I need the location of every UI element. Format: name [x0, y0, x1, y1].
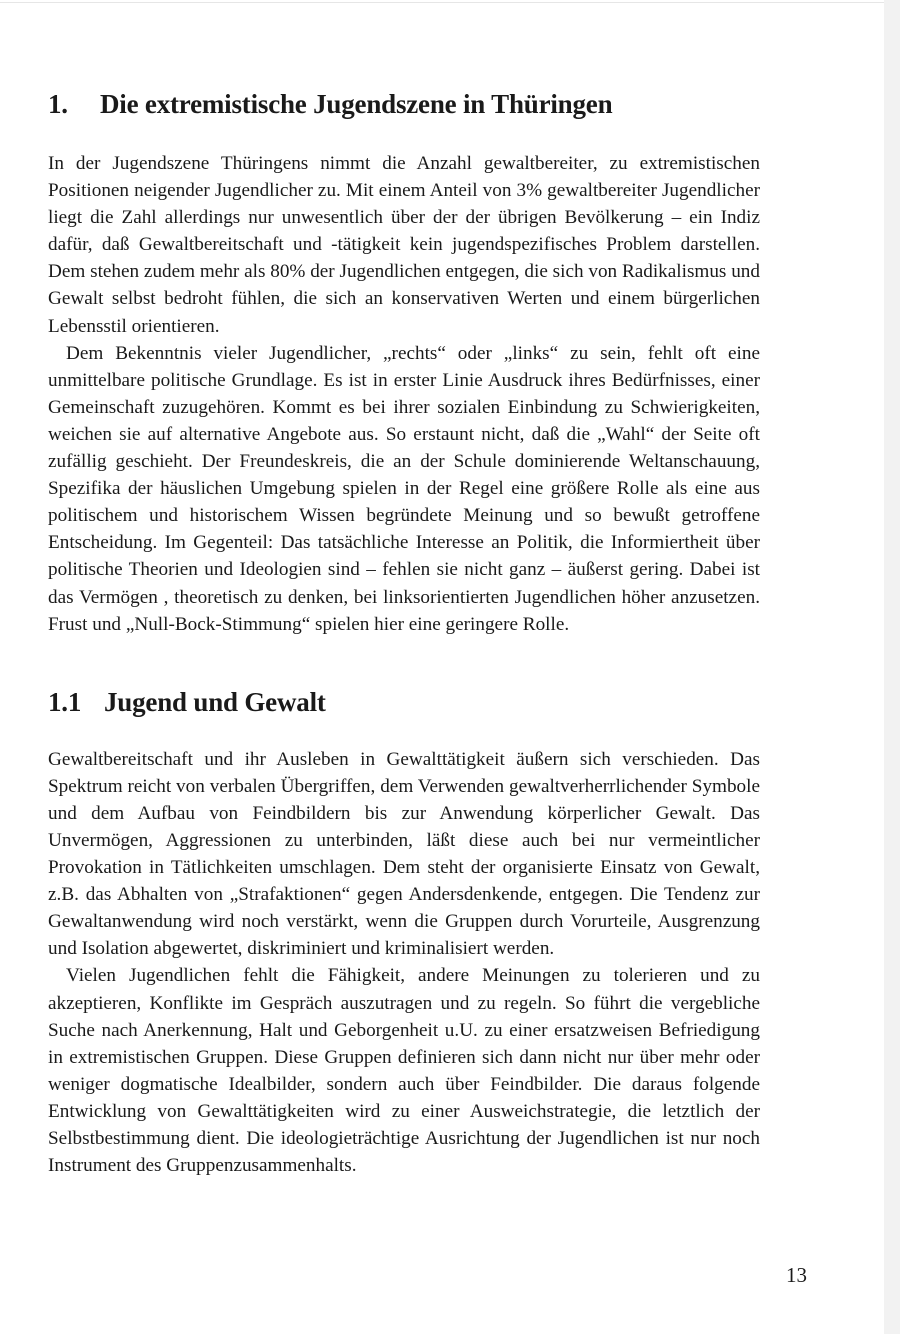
scan-right-margin	[884, 0, 900, 1334]
section-1-paragraph-1: In der Jugendszene Thüringens nimmt die Anzahl gewaltbereiter, zu extremistischen Positionen neigender Jugendlicher zu. Mit einem Anteil von 3% gewaltbereiter Jugendlicher liegt die Zahl allerdings nur unwesentlich über der der übrigen Bevölkerung – ein Indiz dafür, daß Gewaltbereitschaft und -tätigkeit kein jugendspezifisches Problem darstellen. Dem stehen zudem mehr als 80% der Jugendlichen entgegen, die sich von Radikalismus und Gewalt selbst bedroht fühlen, die sich an konservativen Werten und einem bürgerlichen Lebensstil orientieren.	[48, 153, 760, 337]
scan-top-edge	[0, 2, 884, 3]
section-title-1-1: Jugend und Gewalt	[104, 686, 326, 717]
section-2-paragraph-1: Gewaltbereitschaft und ihr Ausleben in Gewalttätigkeit äußern sich verschieden. Das Spektrum reicht von verbalen Übergriffen, dem Verwenden gewaltverherrlichender Symbole und dem Aufbau von Feindbildern bis zur Anwendung körperlicher Gewalt. Das Unvermögen, Aggressionen zu unterbinden, läßt diese auch bei nur vermeintlicher Provokation in Tätlichkeiten umschlagen. Dem steht der organisierte Einsatz von Gewalt, z.B. das Abhalten von „Strafaktionen“ gegen Andersdenkende, entgegen. Die Tendenz zur Gewaltanwendung wird noch verstärkt, wenn die Gruppen durch Vorurteile, Ausgrenzung und Isolation abgewertet, diskriminiert und kriminalisiert werden.	[48, 748, 760, 960]
section-1-paragraph-2: Dem Bekenntnis vieler Jugendlicher, „rechts“ oder „links“ zu sein, fehlt oft eine unmittelbare politische Grundlage. Es ist in erster Linie Ausdruck ihres Bedürfnisses, einer Gemeinschaft zuzugehören. Kommt es bei ihrer sozialen Einbindung zu Schwierigkeiten, weichen sie auf alternative Angebote aus. So erstaunt nicht, daß die „Wahl“ der Seite oft zufällig geschieht. Der Freundeskreis, die an der Schule dominierende Weltanschauung, Spezifika der häuslichen Umgebung spielen in der Regel eine größere Rolle als eine aus politischem und historischem Wissen begründete Meinung und so bewußt getroffene Entscheidung. Im Gegenteil: Das tatsächliche Interesse an Politik, die Informiertheit über politische Theorien und Ideologien sind – fehlen sie nicht ganz – äußerst gering. Dabei ist das Vermögen , theoretisch zu denken, bei linksorientierten Jugendlichen höher anzusetzen. Frust und „Null-Bock-Stimmung“ spielen hier eine geringere Rolle.	[48, 342, 760, 635]
section-title-1: Die extremistische Jugendszene in Thüringen	[100, 89, 613, 119]
section-heading-1-1	[48, 682, 760, 722]
page-number: 13	[786, 1263, 807, 1287]
section-number-1: 1.	[48, 89, 68, 119]
section-2-paragraph-2: Vielen Jugendlichen fehlt die Fähigkeit, andere Meinungen zu tolerieren und zu akzeptieren, Konflikte im Gespräch auszutragen und zu regeln. So führt die vergebliche Suche nach Anerkennung, Halt und Geborgenheit u.U. zu einer ersatzweisen Befriedigung in extremistischen Gruppen. Diese Gruppen definieren sich dann nicht nur über mehr oder weniger dogmatische Idealbilder, sondern auch über Feindbilder. Die daraus folgende Entwicklung von Gewalttätigkeiten wird zu einer Ausweichstrategie, die letztlich der Selbstbestimmung dient. Die ideologieträchtige Ausrichtung der Jugendlichen ist nur noch Instrument des Gruppenzusammenhalts.	[48, 965, 760, 1177]
page-body	[48, 84, 760, 1179]
section-number-1-1: 1.1	[48, 686, 82, 717]
section-heading-1	[48, 84, 760, 124]
